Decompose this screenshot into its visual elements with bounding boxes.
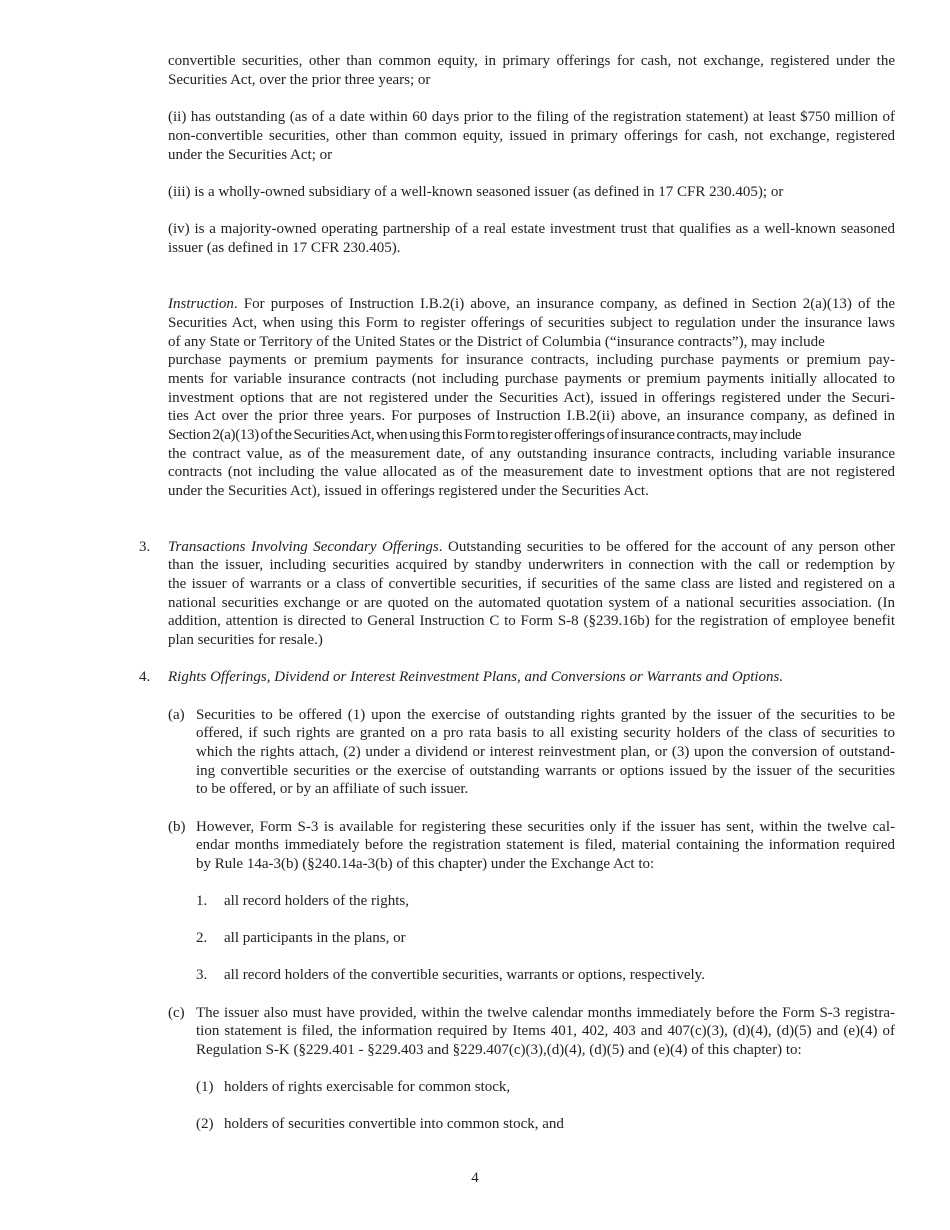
continuation-text-line: convertible securities, other than common equity, in primary offerings for cash, not exchange, registered under the: [168, 53, 895, 69]
section-3-line: addition, attention is directed to General Instruction C to Form S-8 (§239.16b) for the registration of employee benefit: [168, 613, 895, 629]
instruction-line: of any State or Territory of the United States or the District of Columbia (“insurance contracts”), may include: [168, 334, 825, 350]
page-number: 4: [471, 1170, 479, 1186]
instruction-line: investment options that are not registered under the Securities Act), issued in offerings registered under the Securi-: [168, 390, 895, 406]
para-c-label: (c): [168, 1005, 185, 1021]
instruction-line: the contract value, as of the measurement date, of any outstanding insurance contracts, including variable insurance: [168, 446, 895, 462]
section-3-number: 3.: [139, 539, 151, 555]
para-a-line: Securities to be offered (1) upon the exercise of outstanding rights granted by the issuer of the securities to be: [196, 707, 895, 723]
para-a-line: offered, if such rights are granted on a pro rata basis to all existing security holders of the class of securities to: [196, 725, 895, 741]
para-a-line: which the rights attach, (2) under a dividend or interest reinvestment plan, or (3) upon the conversion of outstand-: [196, 744, 895, 760]
para-a-label: (a): [168, 707, 185, 723]
list-item-number: 3.: [196, 967, 208, 983]
para-b-line: However, Form S-3 is available for registering these securities only if the issuer has sent, within the twelve cal-: [196, 819, 895, 835]
instruction-line: purchase payments or premium payments for insurance contracts, including purchase payments or premium pay-: [168, 352, 895, 368]
section-3-line: than the issuer, including securities acquired by standby underwriters in connection with the call or redemption by: [168, 557, 895, 573]
list-item: all participants in the plans, or: [224, 930, 406, 946]
clause-iii-line: (iii) is a wholly-owned subsidiary of a well-known seasoned issuer (as defined in 17 CFR 230.405); or: [168, 184, 784, 200]
para-c-line: tion statement is filed, the information required by Items 401, 402, 403 and 407(c)(3), (d)(4), (d)(5) and (e)(4) of: [196, 1023, 895, 1039]
section-4-number: 4.: [139, 669, 151, 685]
instruction-line: contracts (not including the value allocated as of the measurement date to investment options that are not registered: [168, 464, 895, 480]
section-3-title: Transactions Involving Secondary Offerings: [168, 539, 439, 555]
clause-ii-line: (ii) has outstanding (as of a date within 60 days prior to the filing of the registration statement) at least $750 million of: [168, 109, 895, 125]
section-3-line: Transactions Involving Secondary Offerings. Outstanding securities to be offered for the account of any person other: [168, 539, 895, 555]
clause-iv-line: issuer (as defined in 17 CFR 230.405).: [168, 240, 401, 256]
continuation-text-line: Securities Act, over the prior three years; or: [168, 72, 431, 88]
instruction-line: under the Securities Act), issued in offerings registered under the Securities Act.: [168, 483, 649, 499]
instruction-label: Instruction: [168, 296, 234, 312]
para-a-line: to be offered, or by an affiliate of such issuer.: [196, 781, 469, 797]
instruction-line: ties Act over the prior three years. For purposes of Instruction I.B.2(ii) above, an insurance company, as defined in: [168, 408, 895, 424]
para-b-label: (b): [168, 819, 186, 835]
list-item-number: 1.: [196, 893, 208, 909]
list-item-number: (1): [196, 1079, 214, 1095]
instruction-line: Section 2(a)(13) of the Securities Act, when using this Form to register offerings of insurance contracts, may include: [168, 427, 802, 443]
list-item: all record holders of the convertible securities, warrants or options, respectively.: [224, 967, 705, 983]
list-item-number: (2): [196, 1116, 214, 1132]
clause-iv-line: (iv) is a majority-owned operating partnership of a real estate investment trust that qualifies as a well-known seasoned: [168, 221, 895, 237]
clause-ii-line: under the Securities Act; or: [168, 147, 333, 163]
para-c-line: Regulation S-K (§229.401 - §229.403 and §229.407(c)(3),(d)(4), (d)(5) and (e)(4) of this chapter) to:: [196, 1042, 802, 1058]
clause-ii-line: non-convertible securities, other than common equity, issued in primary offerings for cash, not exchange, registered: [168, 128, 895, 144]
instruction-line: Instruction. For purposes of Instruction I.B.2(i) above, an insurance company, as defined in Section 2(a)(13) of the: [168, 296, 895, 312]
para-a-line: ing convertible securities or the exercise of outstanding warrants or options issued by the issuer of the securities: [196, 763, 895, 779]
para-b-line: endar months immediately before the registration statement is filed, material containing the information required: [196, 837, 895, 853]
instruction-line: Securities Act, when using this Form to register offerings of securities subject to regulation under the insurance laws: [168, 315, 895, 331]
section-3-line: plan securities for resale.): [168, 632, 323, 648]
para-b-line: by Rule 14a-3(b) (§240.14a-3(b) of this chapter) under the Exchange Act to:: [196, 856, 655, 872]
instruction-line: ments for variable insurance contracts (not including purchase payments or premium payments initially allocated to: [168, 371, 895, 387]
section-3-line: national securities exchange or are quoted on the automated quotation system of a national securities association. (In: [168, 595, 895, 611]
section-3-line: the issuer of warrants or a class of convertible securities, if securities of the same class are listed and registered on a: [168, 576, 895, 592]
list-item: all record holders of the rights,: [224, 893, 409, 909]
list-item-number: 2.: [196, 930, 208, 946]
list-item: holders of rights exercisable for common stock,: [224, 1079, 511, 1095]
para-c-line: The issuer also must have provided, within the twelve calendar months immediately before the Form S-3 registra-: [196, 1005, 895, 1021]
section-4-title: Rights Offerings, Dividend or Interest Reinvestment Plans, and Conversions or Warrants and Options.: [168, 669, 784, 685]
list-item: holders of securities convertible into common stock, and: [224, 1116, 564, 1132]
